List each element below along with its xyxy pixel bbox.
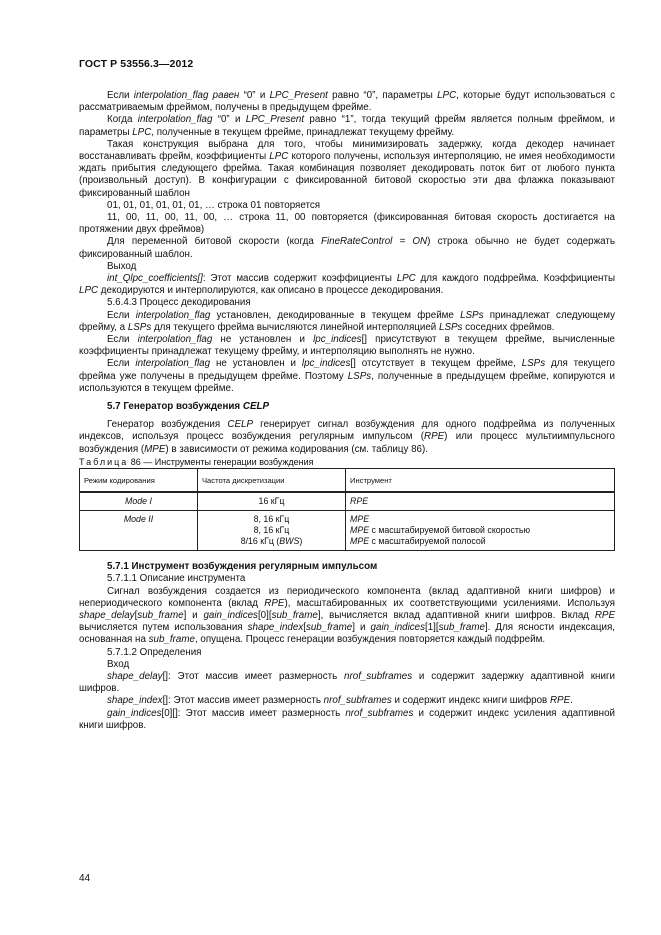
paragraph: Если interpolation_flag равен “0” и LPC_Present равно “0”, параметры LPC, которые будут использоваться с рассматриваемым фреймом, получены в предыдущем фрейме. <box>79 90 616 114</box>
table-cell: 8, 16 кГц 8, 16 кГц 8/16 кГц (BWS) <box>198 511 346 551</box>
table-header-cell: Инструмент <box>346 469 615 493</box>
paragraph: Сигнал возбуждения создается из периодического компонента (вклад адаптивной книги шифров) и непериодического компонента (вклад RPE), масштабированных их соответствующими усилениями. Используя shape_delay[sub_frame] и gain_indices[0][sub_frame], вычисляется вклад адаптивной книги шифров. Вклад RPE вычисляется путем использования shape_index[sub_frame] и gain_indices[1][sub_frame]. Для ясности индексация, основанная на sub_frame, опущена. Процесс генерации возбуждения повторяется каждый подфрейм. <box>79 585 616 646</box>
table-cell: Mode II <box>80 511 198 551</box>
table-caption: Таблица 86 — Инструменты генерации возбуждения <box>79 456 314 467</box>
document-body <box>79 90 615 732</box>
section-heading: 5.7 Генератор возбуждения CELP <box>107 401 270 413</box>
paragraph: shape_delay[]: Этот массив имеет размерность nrof_subframes и содержит задержку адаптивной книги шифров. <box>79 670 615 695</box>
paragraph: Если interpolation_flag установлен, декодированные в текущем фрейме LSPs принадлежат следующему фрейму, а LSPs для текущего фрейма вычисляются линейной интерполяцией LSPs соседних фреймов. <box>79 309 616 333</box>
subsection-title: 5.7.1.2 Определения <box>107 646 202 658</box>
table-row <box>80 511 615 551</box>
page-number: 44 <box>79 873 91 884</box>
paragraph: gain_indices[0][]: Этот массив имеет размерность nrof_subframes и содержит индекс усиления адаптивной книги шифров. <box>79 707 615 731</box>
paragraph: Такая конструкция выбрана для того, чтобы минимизировать задержку, когда декодер начинает восстанавливать фрейм, коэффициенты LPC которого получены, используя интерполяцию, не имея необходимости ждать прибытия следующего фрейма. Такая комбинация позволяет декодировать поток бит от любого пункта (произвольный доступ). В конфигурации с фиксированной битовой скоростью эти два флажка показывают фиксированный шаблон <box>79 138 615 199</box>
paragraph: Выход <box>107 260 137 272</box>
table-header-cell: Частота дискретизации <box>198 469 346 493</box>
table-row <box>80 492 615 511</box>
paragraph: 01, 01, 01, 01, 01, 01, … строка 01 повторяется <box>107 199 321 211</box>
table-cell: 16 кГц <box>198 492 346 511</box>
excitation-tools-table <box>79 468 615 551</box>
paragraph: Вход <box>107 658 130 670</box>
paragraph: Если interpolation_flag не установлен и lpc_indices[] присутствуют в текущем фрейме, вычисленные коэффициенты принадлежат текущему фрейму, и интерполяцию выполнять не нужно. <box>79 334 616 358</box>
table-cell: Mode I <box>80 492 198 511</box>
paragraph: Генератор возбуждения CELP генерирует сигнал возбуждения для одного подфрейма из полученных индексов, используя процесс возбуждения регулярным импульсом (RPE) или процесс мультиимпульсного возбуждения (MPE) в зависимости от режима кодирования (см. таблицу 86). <box>79 419 615 455</box>
paragraph: Если interpolation_flag не установлен и lpc_indices[] отсутствует в текущем фрейме, LSPs для текущего фрейма уже получены в предыдущем фрейме. Поэтому LSPs, полученные в предыдущем фрейме, копируются и используются в текущем фрейме. <box>79 358 615 394</box>
table-cell: RPE <box>346 492 615 511</box>
paragraph: shape_index[]: Этот массив имеет размерность nrof_subframes и содержит индекс книги шифров RPE. <box>107 695 573 707</box>
paragraph: Для переменной битовой скорости (когда FineRateControl = ON) строка обычно не будет содержать фиксированный шаблон. <box>79 236 615 260</box>
paragraph: int_Qlpc_coefficients[]: Этот массив содержит коэффициенты LPC для каждого подфрейма. Коэффициенты LPC декодируются и интерполируются, как описано в процессе декодирования. <box>79 273 616 297</box>
paragraph: Когда interpolation_flag “0” и LPC_Present равно “1”, тогда текущий фрейм является полным фреймом, и параметры LPC, полученные в текущем фрейме, принадлежат текущему фрейму. <box>79 114 615 138</box>
paragraph: 11, 00, 11, 00, 11, 00, … строка 11, 00 повторяется (фиксированная битовая скорость достигается на протяжении двух фреймов) <box>79 212 615 236</box>
table-header-cell: Режим кодирования <box>80 469 198 493</box>
table-cell: MPE MPE с масштабируемой битовой скоростью MPE с масштабируемой полосой <box>346 511 615 551</box>
subsection-title: 5.7.1.1 Описание инструмента <box>107 573 246 585</box>
section-heading: 5.7.1 Инструмент возбуждения регулярным импульсом <box>107 561 378 573</box>
subsection-title: 5.6.4.3 Процесс декодирования <box>107 297 251 309</box>
document-header: ГОСТ Р 53556.3—2012 <box>79 58 194 70</box>
